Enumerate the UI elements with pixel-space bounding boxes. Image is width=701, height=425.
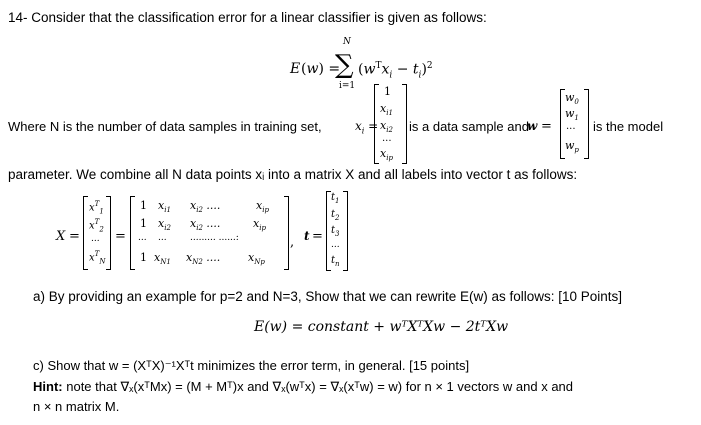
where-text-mid: is a data sample and [409, 119, 529, 134]
part-c-text: c) Show that w = (XᵀX)⁻¹Xᵀt minimizes the error term, in general. [15 points] [33, 358, 470, 373]
hint-end: n × n matrix M. [33, 399, 120, 414]
hint-line [33, 380, 573, 393]
w-symbol: w [527, 119, 538, 133]
part-a-formula: E(w) = constant + wᵀXᵀXw − 2tᵀXw [254, 319, 509, 335]
xi-symbol: $x_i$ = [355, 119, 379, 136]
hint-label: Hint: [33, 379, 63, 394]
question-header: 14- Consider that the classification error for a linear classifier is given as follows: [8, 10, 487, 25]
where-text-start: Where N is the number of data samples in training set, [8, 119, 322, 134]
part-a-text: a) By providing an example for p=2 and N=3, Show that we can rewrite E(w) as follows: [10 Points] [33, 289, 623, 304]
hint-text: note that ∇ₓ(xᵀMx) = (M + Mᵀ)x and ∇ₓ(wᵀx) = ∇ₓ(xᵀw) = w) for n × 1 vectors w and x and [66, 379, 574, 394]
where-text-end: is the model [593, 119, 664, 134]
param-line: parameter. We combine all N data points xᵢ into a matrix X and all labels into vector t as follows: [8, 167, 578, 182]
